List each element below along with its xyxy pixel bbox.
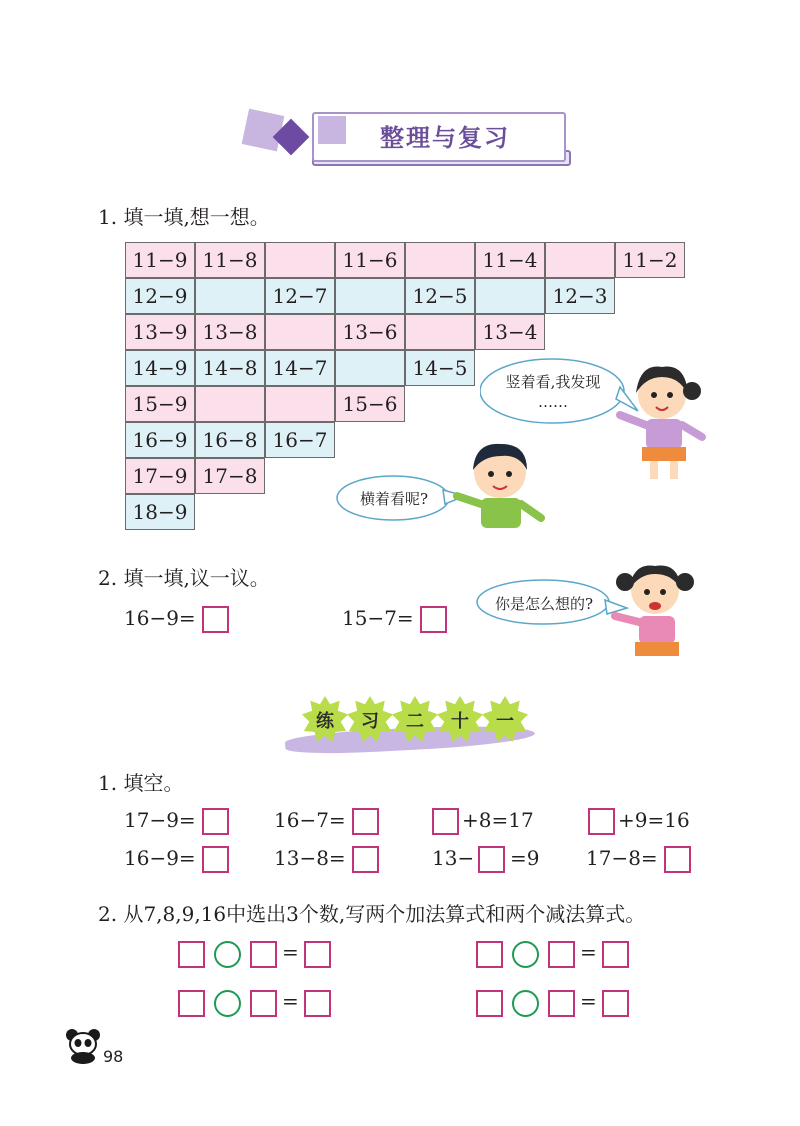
equation: +8=17 (462, 808, 534, 832)
equation: =9 (510, 846, 540, 870)
equals-sign: = (282, 940, 299, 964)
panda-icon (64, 1028, 102, 1064)
equals-sign: = (580, 989, 597, 1013)
grid-cell: 13−9 (125, 314, 195, 350)
grid-cell: 17−8 (195, 458, 265, 494)
grid-cell: 14−5 (405, 350, 475, 386)
number-box[interactable] (250, 990, 277, 1017)
grid-cell: 14−7 (265, 350, 335, 386)
title-char: 十 (451, 711, 469, 732)
number-box[interactable] (548, 941, 575, 968)
grid-cell: 11−6 (335, 242, 405, 278)
page-number: 98 (103, 1047, 124, 1066)
bubble-text: …… (538, 393, 568, 411)
bubble-text: 竖着看,我发现 (505, 373, 601, 391)
answer-box[interactable] (588, 808, 615, 835)
speech-bubble-girl-2: 你是怎么想的? (494, 595, 594, 613)
question-1-label: 1. 填一填,想一想。 (98, 205, 270, 229)
title-char: 练 (316, 711, 334, 732)
grid-cell: 11−2 (615, 242, 685, 278)
answer-box[interactable] (420, 606, 447, 633)
grid-cell (195, 278, 265, 314)
question-2-label: 2. 填一填,议一议。 (98, 566, 270, 590)
grid-cell: 11−8 (195, 242, 265, 278)
grid-cell: 16−7 (265, 422, 335, 458)
grid-cell: 12−5 (405, 278, 475, 314)
grid-cell (265, 386, 335, 422)
grid-cell: 16−9 (125, 422, 195, 458)
result-box[interactable] (304, 941, 331, 968)
exercise-2-label: 2. 从7,8,9,16中选出3个数,写两个加法算式和两个减法算式。 (98, 902, 646, 926)
grid-cell: 13−4 (475, 314, 545, 350)
result-box[interactable] (602, 990, 629, 1017)
equation: 17−8= (586, 846, 658, 870)
grid-cell: 18−9 (125, 494, 195, 530)
grid-cell: 12−3 (545, 278, 615, 314)
grid-cell: 17−9 (125, 458, 195, 494)
equation-15-7: 15−7= (342, 606, 414, 630)
answer-box[interactable] (202, 606, 229, 633)
grid-cell: 13−8 (195, 314, 265, 350)
equation: 16−9= (124, 846, 196, 870)
answer-box[interactable] (202, 808, 229, 835)
exercise-1-label: 1. 填空。 (98, 771, 184, 795)
grid-cell: 16−8 (195, 422, 265, 458)
title-char: 二 (406, 711, 424, 732)
answer-box[interactable] (352, 846, 379, 873)
grid-cell: 15−6 (335, 386, 405, 422)
grid-cell: 14−9 (125, 350, 195, 386)
number-box[interactable] (476, 941, 503, 968)
speech-bubble-boy: 横着看呢? (359, 490, 429, 508)
number-box[interactable] (178, 990, 205, 1017)
equation: 17−9= (124, 808, 196, 832)
page-title: 整理与复习 (380, 123, 510, 152)
grid-cell (545, 242, 615, 278)
equals-sign: = (580, 940, 597, 964)
grid-cell: 13−6 (335, 314, 405, 350)
number-box[interactable] (548, 990, 575, 1017)
answer-box[interactable] (202, 846, 229, 873)
operator-circle[interactable] (214, 990, 241, 1017)
number-box[interactable] (476, 990, 503, 1017)
grid-cell (475, 278, 545, 314)
speech-bubble-girl (480, 372, 626, 412)
operator-circle[interactable] (512, 941, 539, 968)
answer-box[interactable] (478, 846, 505, 873)
equation-16-9: 16−9= (124, 606, 196, 630)
answer-box[interactable] (664, 846, 691, 873)
answer-box[interactable] (432, 808, 459, 835)
title-char: 一 (496, 711, 514, 732)
grid-cell (405, 314, 475, 350)
result-box[interactable] (602, 941, 629, 968)
answer-box[interactable] (352, 808, 379, 835)
grid-cell (265, 242, 335, 278)
grid-cell: 12−7 (265, 278, 335, 314)
title-char: 习 (361, 711, 379, 732)
grid-cell (335, 350, 405, 386)
grid-cell: 11−4 (475, 242, 545, 278)
equation: +9=16 (618, 808, 690, 832)
grid-cell (265, 314, 335, 350)
equation: 16−7= (274, 808, 346, 832)
grid-cell: 14−8 (195, 350, 265, 386)
grid-cell: 11−9 (125, 242, 195, 278)
number-box[interactable] (178, 941, 205, 968)
grid-cell (335, 278, 405, 314)
equation: 13− (432, 846, 475, 870)
operator-circle[interactable] (512, 990, 539, 1017)
equation: 13−8= (274, 846, 346, 870)
grid-cell: 15−9 (125, 386, 195, 422)
grid-cell: 12−9 (125, 278, 195, 314)
operator-circle[interactable] (214, 941, 241, 968)
result-box[interactable] (304, 990, 331, 1017)
equals-sign: = (282, 989, 299, 1013)
number-box[interactable] (250, 941, 277, 968)
grid-cell (195, 386, 265, 422)
grid-cell (405, 242, 475, 278)
